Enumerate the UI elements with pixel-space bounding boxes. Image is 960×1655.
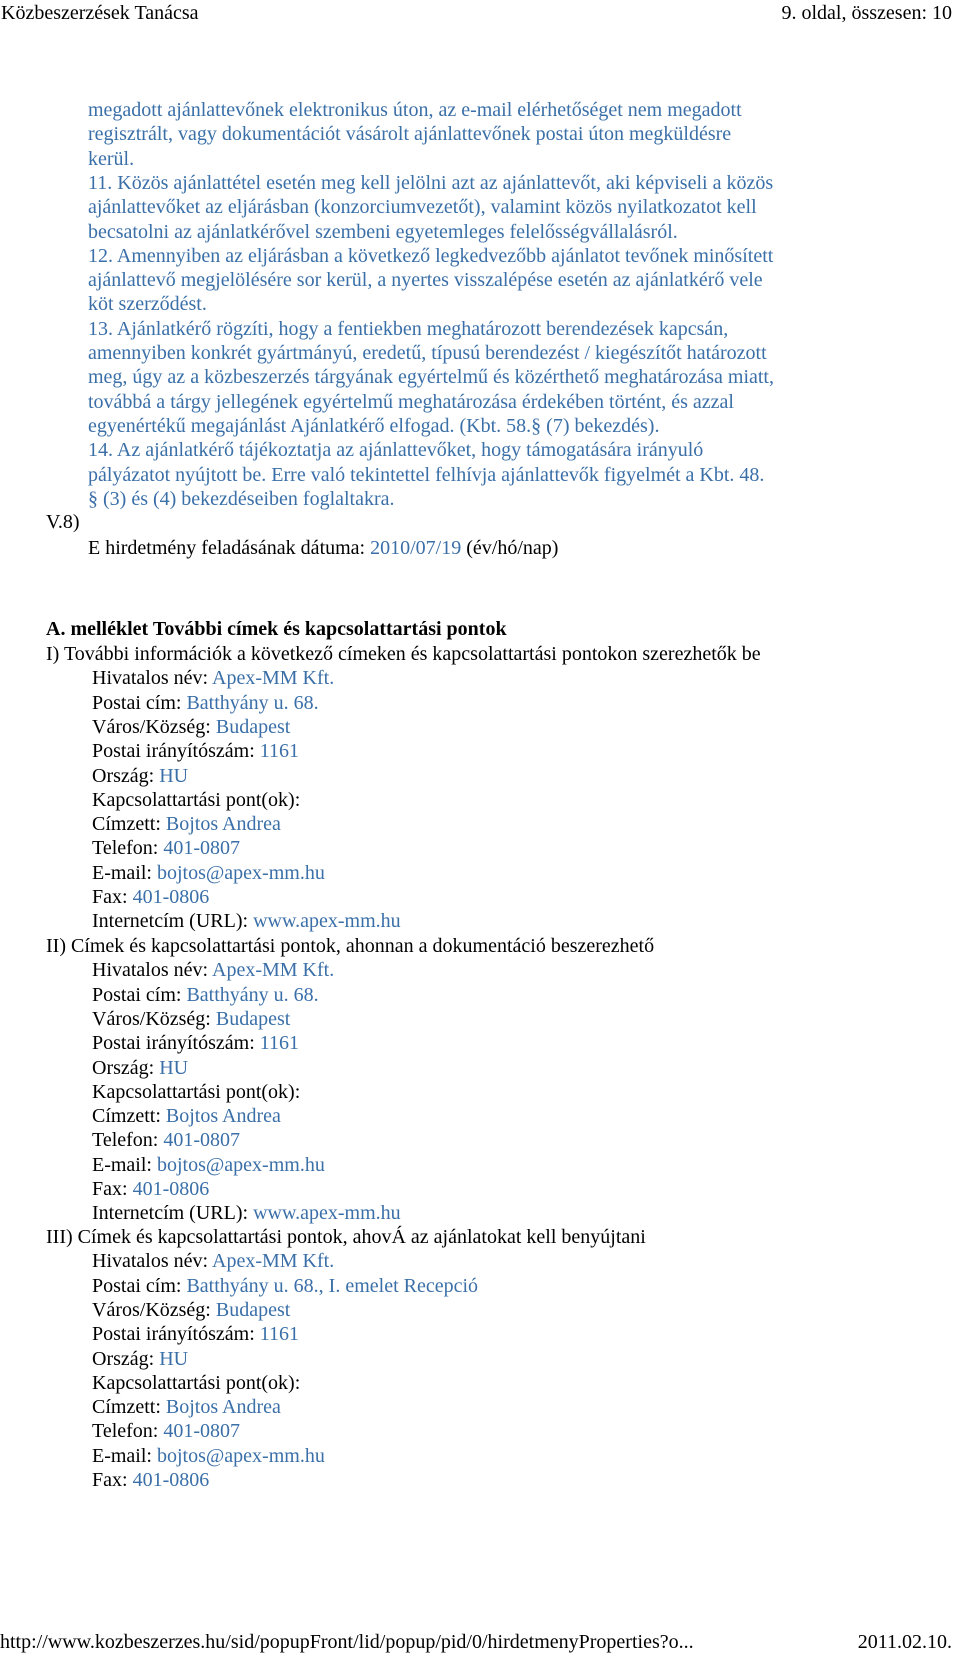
contact-field-row <box>92 1056 188 1081</box>
contact-field-row <box>92 1371 300 1396</box>
footer-url: http://www.kozbeszerzes.hu/sid/popupFront/lid/popup/pid/0/hirdetmenyProperties?o... <box>0 1631 694 1653</box>
field-label: Ország: <box>92 764 155 787</box>
contact-field-row <box>92 1249 334 1274</box>
field-label: Fax: <box>92 886 128 908</box>
field-value: 1161 <box>259 740 300 763</box>
field-value: Bojtos Andrea <box>165 1105 281 1128</box>
field-label: Város/Község: <box>92 715 211 738</box>
note-line: amennyiben konkrét gyártmányú, eredetű, típusú berendezést / kiegészítőt határozott <box>88 342 767 364</box>
contact-field-row <box>92 739 299 764</box>
field-value: Budapest <box>215 1007 291 1030</box>
field-value: 1161 <box>259 1323 300 1346</box>
contact-field-row <box>92 715 290 740</box>
note-line: egyenértékű megajánlást Ajánlatkérő elfogad. (Kbt. 58.§ (7) bekezdés). <box>88 414 660 437</box>
field-value: HU <box>159 1347 189 1370</box>
note-line: megadott ajánlattevőnek elektronikus úton, az e-mail elérhetőséget nem megadott <box>88 99 742 121</box>
contact-field-row <box>92 1128 240 1153</box>
contact-field-row <box>92 983 319 1008</box>
field-label: Telefon: <box>92 837 159 860</box>
field-value: 401-0807 <box>163 1420 241 1443</box>
contact-field-row <box>92 1444 325 1469</box>
contact-field-row <box>92 666 334 691</box>
annex-section-heading: II) Címek és kapcsolattartási pontok, ahonnan a dokumentáció beszerezhető <box>46 935 655 957</box>
note-line: regisztrált, vagy dokumentációt vásárolt ajánlattevőnek postai úton megküldésre <box>88 123 732 146</box>
note-line: kerül. <box>88 147 135 170</box>
field-value: HU <box>159 1056 189 1079</box>
field-value: 401-0806 <box>132 1178 210 1200</box>
contact-field-row <box>92 958 334 983</box>
field-label: Postai irányítószám: <box>92 1032 255 1055</box>
field-label: Fax: <box>92 1469 128 1491</box>
field-value: Budapest <box>215 715 291 738</box>
date-format: (év/hó/nap) <box>466 537 559 559</box>
field-label: Címzett: <box>92 1396 161 1419</box>
field-value: Apex-MM Kft. <box>212 959 335 982</box>
field-label: Postai cím: <box>92 1274 182 1297</box>
field-label: E-mail: <box>92 1444 152 1467</box>
annex-title: A. melléklet További címek és kapcsolattartási pontok <box>46 618 507 640</box>
field-label: Postai cím: <box>92 691 182 714</box>
field-value: www.apex-mm.hu <box>253 910 401 933</box>
v8-label: V.8) <box>46 511 80 533</box>
field-label: Kapcsolattartási pont(ok): <box>92 1371 301 1394</box>
contact-field-row <box>92 909 401 934</box>
field-value: Budapest <box>215 1298 291 1321</box>
field-label: E-mail: <box>92 861 152 884</box>
field-label: Hivatalos név: <box>92 959 209 982</box>
field-value: Batthyány u. 68. <box>186 983 319 1006</box>
contact-field-row <box>92 836 240 861</box>
note-line: § (3) és (4) bekezdéseiben foglaltakra. <box>88 487 395 510</box>
note-line: becsatolni az ajánlatkérővel szembeni egyetemleges felelősségvállalásról. <box>88 220 678 243</box>
annex-section-heading: I) További információk a következő címeken és kapcsolattartási pontokon szerezhetők be <box>46 643 761 665</box>
field-label: Telefon: <box>92 1420 159 1443</box>
footer-date: 2011.02.10. <box>857 1631 952 1653</box>
field-label: Hivatalos név: <box>92 1250 209 1273</box>
field-value: bojtos@apex-mm.hu <box>156 1153 325 1176</box>
annex-section-heading: III) Címek és kapcsolattartási pontok, ahovÁ az ajánlatokat kell benyújtani <box>46 1226 646 1248</box>
field-label: Internetcím (URL): <box>92 1202 249 1225</box>
field-label: Hivatalos név: <box>92 667 209 690</box>
contact-field-row <box>92 1468 209 1493</box>
contact-field-row <box>92 1347 188 1372</box>
field-label: Ország: <box>92 1056 155 1079</box>
contact-field-row <box>92 764 188 789</box>
contact-field-row <box>92 1104 281 1129</box>
v8-date-line <box>88 536 558 561</box>
field-label: E-mail: <box>92 1153 152 1176</box>
field-label: Postai cím: <box>92 983 182 1006</box>
contact-field-row <box>92 1274 478 1299</box>
note-line: meg, úgy az a közbeszerzés tárgyának egyértelmű és közérthető meghatározása miatt, <box>88 366 774 389</box>
contact-field-row <box>92 885 209 910</box>
contact-field-row <box>92 1395 281 1420</box>
contact-field-row <box>92 1080 300 1105</box>
header-site-title: Közbeszerzések Tanácsa <box>1 2 199 24</box>
contact-field-row <box>92 1322 299 1347</box>
contact-field-row <box>92 1031 299 1056</box>
note-line: ajánlattevő megjelölésére sor kerül, a nyertes visszalépése esetén az ajánlatkérő vele <box>88 269 763 292</box>
contact-field-row <box>92 691 319 716</box>
field-value: Bojtos Andrea <box>165 1396 281 1419</box>
field-label: Kapcsolattartási pont(ok): <box>92 1080 301 1103</box>
field-value: bojtos@apex-mm.hu <box>156 1444 325 1467</box>
field-value: 401-0806 <box>132 1469 210 1491</box>
contact-field-row <box>92 1177 209 1202</box>
note-line: ajánlattevőket az eljárásban (konzorciumvezetőt), valamint közös nyilatkozatot kell <box>88 196 757 219</box>
field-value: 1161 <box>259 1032 300 1055</box>
field-label: Internetcím (URL): <box>92 910 249 933</box>
date-label: E hirdetmény feladásának dátuma: <box>88 537 366 559</box>
contact-field-row <box>92 1201 401 1226</box>
header-page-number: 9. oldal, összesen: 10 <box>781 2 952 24</box>
note-line: továbbá a tárgy jellegének egyértelmű meghatározása érdekében történt, és azzal <box>88 390 734 413</box>
date-value: 2010/07/19 <box>370 537 462 559</box>
field-value: 401-0807 <box>163 1129 241 1152</box>
field-value: Batthyány u. 68., I. emelet Recepció <box>186 1274 479 1297</box>
field-value: Apex-MM Kft. <box>212 667 335 690</box>
field-value: bojtos@apex-mm.hu <box>156 861 325 884</box>
field-value: Batthyány u. 68. <box>186 691 319 714</box>
contact-field-row <box>92 1007 290 1032</box>
contact-field-row <box>92 788 300 813</box>
field-label: Címzett: <box>92 813 161 836</box>
note-line: 13. Ajánlatkérő rögzíti, hogy a fentiekben meghatározott berendezések kapcsán, <box>88 317 729 340</box>
contact-field-row <box>92 812 281 837</box>
field-value: 401-0807 <box>163 837 241 860</box>
field-label: Postai irányítószám: <box>92 740 255 763</box>
field-label: Postai irányítószám: <box>92 1323 255 1346</box>
note-line: pályázatot nyújtott be. Erre való tekintettel felhívja ajánlattevők figyelmét a Kbt. 48. <box>88 463 765 486</box>
contact-field-row <box>92 861 325 886</box>
field-label: Telefon: <box>92 1129 159 1152</box>
field-label: Kapcsolattartási pont(ok): <box>92 788 301 811</box>
field-label: Város/Község: <box>92 1298 211 1321</box>
field-value: Bojtos Andrea <box>165 813 281 836</box>
contact-field-row <box>92 1298 290 1323</box>
field-value: HU <box>159 764 189 787</box>
field-label: Fax: <box>92 1178 128 1200</box>
field-value: 401-0806 <box>132 886 210 908</box>
contact-field-row <box>92 1419 240 1444</box>
field-label: Város/Község: <box>92 1007 211 1030</box>
note-line: 11. Közös ajánlattétel esetén meg kell jelölni azt az ajánlattevőt, aki képviseli a közös <box>88 171 774 194</box>
field-value: www.apex-mm.hu <box>253 1202 401 1225</box>
field-value: Apex-MM Kft. <box>212 1250 335 1273</box>
contact-field-row <box>92 1153 325 1178</box>
field-label: Ország: <box>92 1347 155 1370</box>
note-line: 14. Az ajánlatkérő tájékoztatja az ajánlattevőket, hogy támogatására irányuló <box>88 439 704 462</box>
note-line: 12. Amennyiben az eljárásban a következő legkedvezőbb ajánlatot tevőnek minősített <box>88 244 774 267</box>
note-line: köt szerződést. <box>88 293 207 316</box>
field-label: Címzett: <box>92 1105 161 1128</box>
